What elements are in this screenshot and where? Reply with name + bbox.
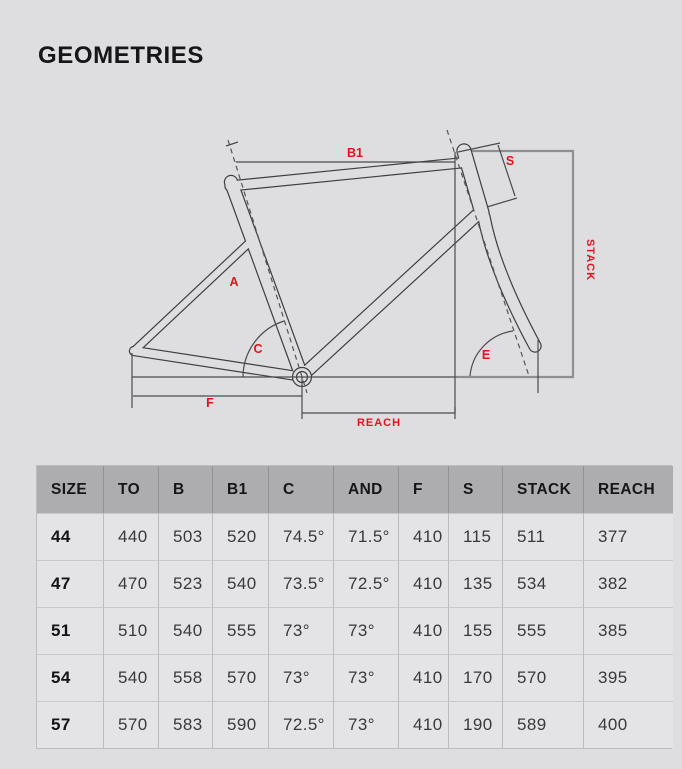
table-cell: 73.5° (269, 560, 334, 607)
table-cell: 410 (399, 513, 449, 560)
table-cell: 510 (104, 607, 159, 654)
table-cell: 503 (159, 513, 213, 560)
dim-label-reach: REACH (356, 417, 402, 429)
table-cell: 73° (334, 701, 399, 748)
table-cell: 410 (399, 607, 449, 654)
head-tube-axis (447, 130, 529, 376)
s-bottom-tick (487, 198, 517, 207)
table-cell: 400 (584, 701, 673, 748)
b1-left-tick (226, 142, 238, 146)
table-cell: 440 (104, 513, 159, 560)
column-header-stack: STACK (503, 466, 584, 514)
table-cell: 570 (213, 654, 269, 701)
dim-label-a: A (229, 275, 239, 289)
table-cell: 540 (213, 560, 269, 607)
table-cell: 558 (159, 654, 213, 701)
table-cell: 72.5° (269, 701, 334, 748)
table-cell: 410 (399, 701, 449, 748)
table-cell: 74.5° (269, 513, 334, 560)
table-cell: 570 (104, 701, 159, 748)
dim-label-c: C (253, 342, 263, 356)
geometry-table (36, 465, 672, 749)
dim-label-stack: STACK (584, 238, 596, 282)
table-cell: 71.5° (334, 513, 399, 560)
table-cell: 377 (584, 513, 673, 560)
column-header-f: F (399, 466, 449, 514)
table-cell: 540 (104, 654, 159, 701)
table-cell: 555 (503, 607, 584, 654)
table-cell: 382 (584, 560, 673, 607)
table-cell: 155 (449, 607, 503, 654)
table-cell: 511 (503, 513, 584, 560)
column-header-to: TO (104, 466, 159, 514)
bike-frame-fill (134, 151, 535, 377)
table-cell: 583 (159, 701, 213, 748)
table-cell: 523 (159, 560, 213, 607)
s-dimension-line (498, 145, 515, 196)
column-header-size: SIZE (37, 466, 104, 514)
column-header-s: S (449, 466, 503, 514)
size-cell-row-3: 54 (37, 654, 104, 701)
page-title: GEOMETRIES (38, 42, 205, 69)
column-header-b: B (159, 466, 213, 514)
table-cell: 385 (584, 607, 673, 654)
table-cell: 135 (449, 560, 503, 607)
table-cell: 170 (449, 654, 503, 701)
head-angle-arc (470, 331, 513, 376)
table-cell: 589 (503, 701, 584, 748)
table-cell: 555 (213, 607, 269, 654)
table-cell: 115 (449, 513, 503, 560)
table-cell: 73° (334, 654, 399, 701)
table-cell: 190 (449, 701, 503, 748)
table-cell: 410 (399, 560, 449, 607)
table-cell: 73° (269, 654, 334, 701)
dim-label-s: S (505, 154, 515, 168)
table-cell: 73° (269, 607, 334, 654)
dim-label-f: F (206, 396, 214, 410)
table-cell: 570 (503, 654, 584, 701)
table-cell: 590 (213, 701, 269, 748)
size-cell-row-4: 57 (37, 701, 104, 748)
table-cell: 410 (399, 654, 449, 701)
frame-geometry-diagram (0, 110, 682, 455)
table-cell: 534 (503, 560, 584, 607)
column-header-reach: REACH (584, 466, 673, 514)
table-cell: 395 (584, 654, 673, 701)
table-cell: 520 (213, 513, 269, 560)
column-header-c: C (269, 466, 334, 514)
table-cell: 73° (334, 607, 399, 654)
table-cell: 72.5° (334, 560, 399, 607)
column-header-and: AND (334, 466, 399, 514)
size-cell-row-2: 51 (37, 607, 104, 654)
dim-label-b1: B1 (347, 146, 363, 160)
table-cell: 540 (159, 607, 213, 654)
dim-label-e: E (481, 348, 491, 362)
size-cell-row-1: 47 (37, 560, 104, 607)
table-cell: 470 (104, 560, 159, 607)
size-cell-row-0: 44 (37, 513, 104, 560)
column-header-b1: B1 (213, 466, 269, 514)
